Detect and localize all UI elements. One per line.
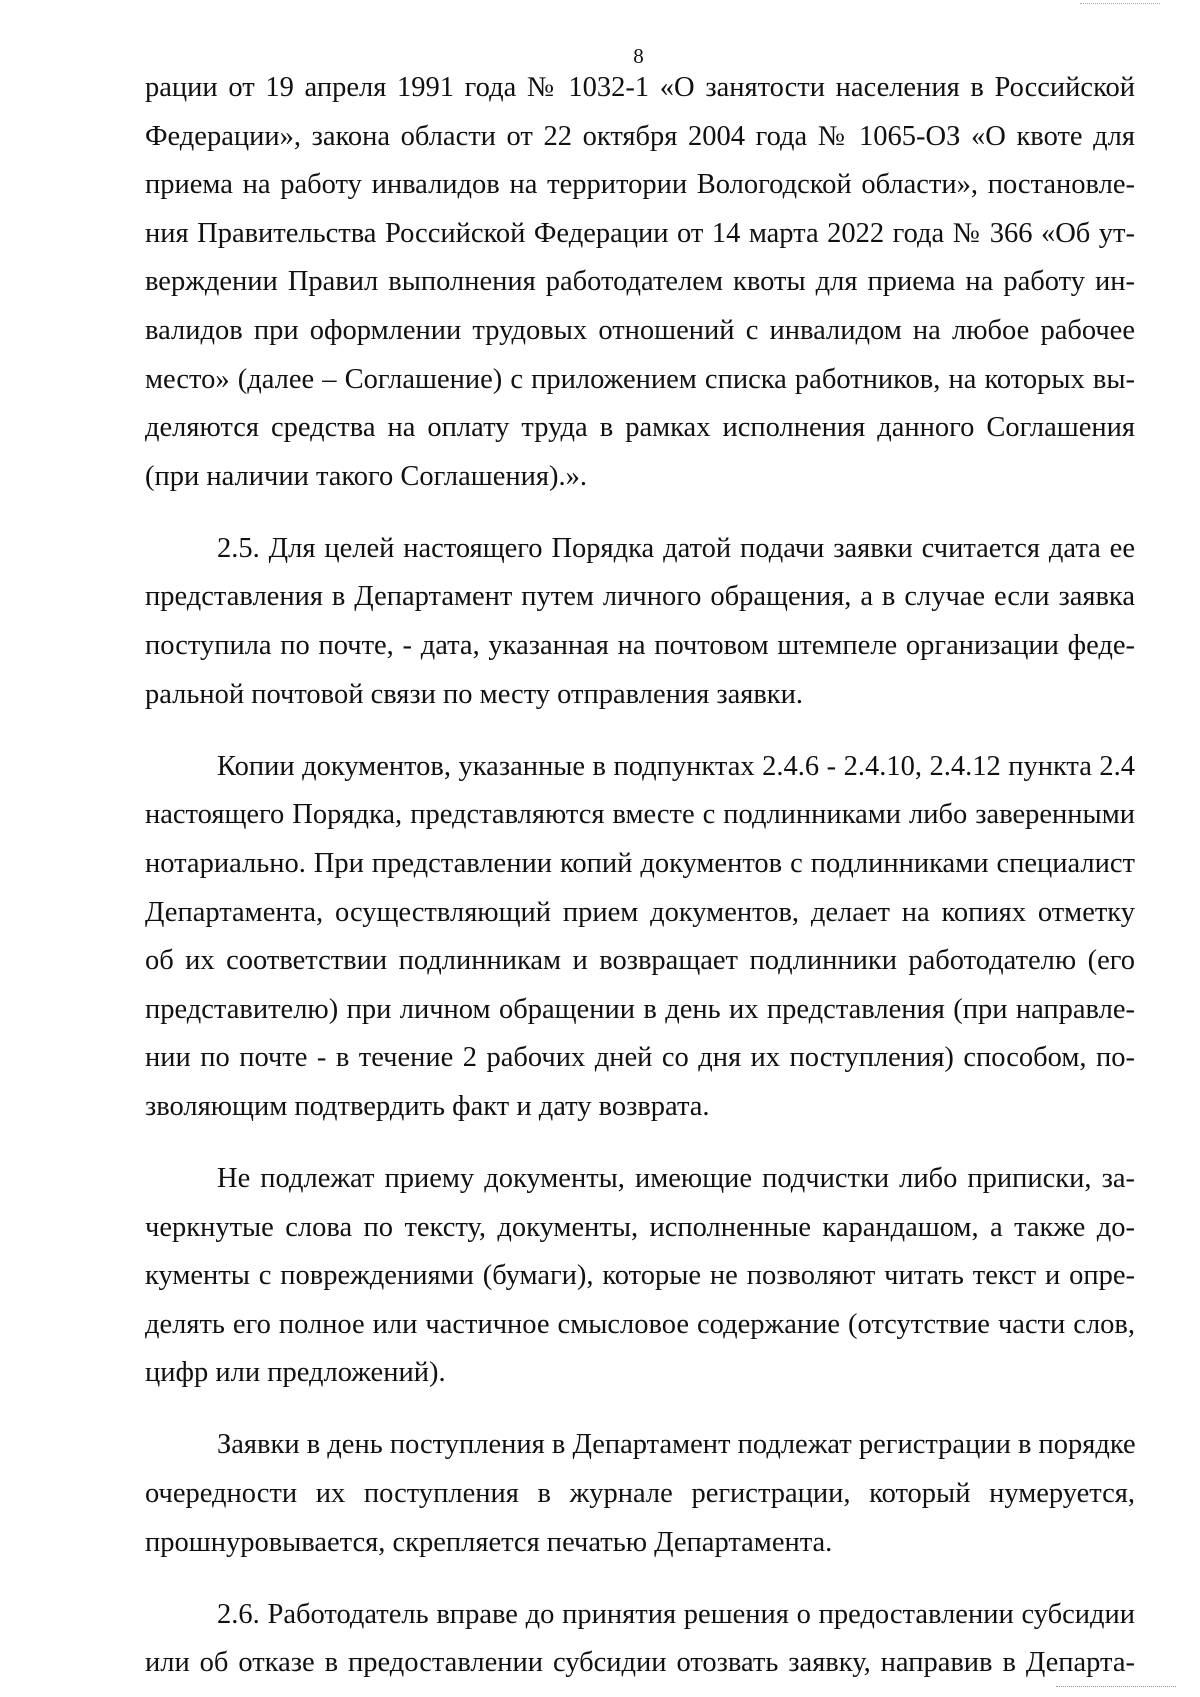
text-line: (при наличии такого Соглашения).». xyxy=(145,460,587,492)
paragraph-gap xyxy=(145,1398,1135,1422)
text-line: черкнутые слова по тексту, документы, исполненные карандашом, а также до- xyxy=(145,1211,1135,1243)
text-line: Департамента, осуществляющий прием документов, делает на копиях отметку xyxy=(145,896,1135,928)
text-line: Копии документов, указанные в подпунктах 2.4.6 - 2.4.10, 2.4.12 пункта 2.4 xyxy=(217,750,1135,782)
text-line: Не подлежат приему документы, имеющие подчистки либо приписки, за- xyxy=(217,1162,1135,1194)
text-line: 2.6. Работодатель вправе до принятия решения о предоставлении субсидии xyxy=(217,1598,1135,1630)
scan-edge-mark xyxy=(1080,0,1160,4)
text-line: поступила по почте, - дата, указанная на почтовом штемпеле организации феде- xyxy=(145,630,1135,662)
text-line: место» (далее – Соглашение) с приложением списка работников, на которых вы- xyxy=(145,363,1135,395)
text-line: прошнуровывается, скрепляется печатью Департамента. xyxy=(145,1526,833,1558)
text-line: нии по почте - в течение 2 рабочих дней со дня их поступления) способом, по- xyxy=(145,1042,1135,1074)
text-line: Федерации», закона области от 22 октября 2004 года № 1065-ОЗ «О квоте для xyxy=(145,120,1135,152)
text-line: об их соответствии подлинникам и возвращает подлинники работодателю (его xyxy=(145,945,1135,977)
text-line: верждении Правил выполнения работодателем квоты для приема на работу ин- xyxy=(145,266,1135,298)
text-line: очередности их поступления в журнале регистрации, который нумеруется, xyxy=(145,1478,1135,1510)
text-line: представителю) при личном обращении в день их представления (при направле- xyxy=(145,993,1135,1025)
text-line: нотариально. При представлении копий документов с подлинниками специалист xyxy=(145,847,1135,879)
text-line: Заявки в день поступления в Департамент подлежат регистрации в порядке xyxy=(217,1429,1136,1461)
text-line: 2.5. Для целей настоящего Порядка датой подачи заявки считается дата ее xyxy=(217,532,1135,564)
text-line: рации от 19 апреля 1991 года № 1032-1 «О занятости населения в Российской xyxy=(145,72,1135,103)
paragraph-gap xyxy=(145,719,1135,743)
page-number: 8 xyxy=(633,44,644,68)
text-line: ния Правительства Российской Федерации от 14 марта 2022 года № 366 «Об ут- xyxy=(145,217,1135,249)
paragraph-gap xyxy=(145,501,1135,525)
text-line: валидов при оформлении трудовых отношений с инвалидом на любое рабочее xyxy=(145,314,1135,346)
paragraph-gap xyxy=(145,1567,1135,1591)
text-line: зволяющим подтвердить факт и дату возврата. xyxy=(145,1090,710,1122)
scan-edge-mark xyxy=(1056,1686,1176,1691)
text-line: настоящего Порядка, представляются вместе с подлинниками либо заверенными xyxy=(145,799,1135,831)
paragraph-gap xyxy=(145,1131,1135,1155)
text-line: ральной почтовой связи по месту отправления заявки. xyxy=(145,678,804,710)
text-line: или об отказе в предоставлении субсидии отозвать заявку, направив в Департа- xyxy=(145,1647,1135,1679)
text-line: деляются средства на оплату труда в рамках исполнения данного Соглашения xyxy=(145,412,1135,444)
text-line: делять его полное или частичное смысловое содержание (отсутствие части слов, xyxy=(145,1308,1135,1340)
text-line: цифр или предложений). xyxy=(145,1357,446,1389)
document-body xyxy=(145,64,1135,1688)
text-line: приема на работу инвалидов на территории Вологодской области», постановле- xyxy=(145,169,1135,201)
text-line: кументы с повреждениями (бумаги), которые не позволяют читать текст и опре- xyxy=(145,1260,1135,1292)
text-line: представления в Департамент путем личного обращения, а в случае если заявка xyxy=(145,581,1135,613)
